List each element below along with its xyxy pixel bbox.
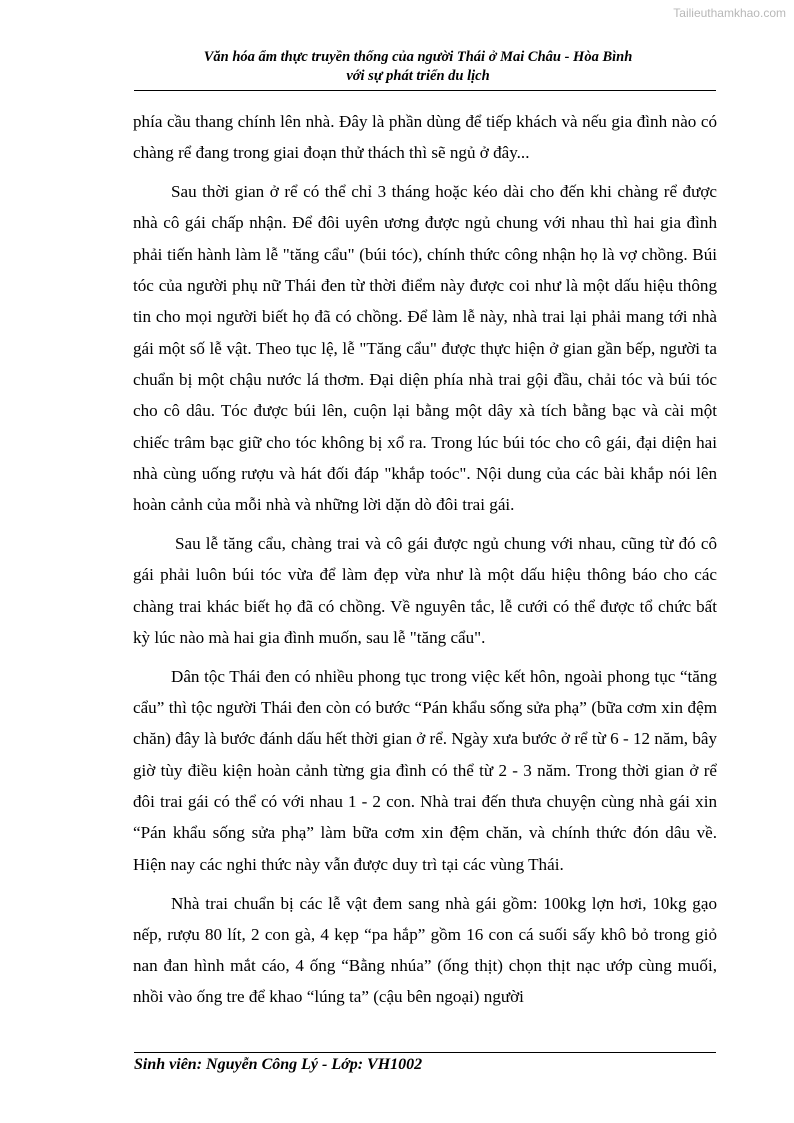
- paragraph-2: Sau thời gian ở rể có thể chỉ 3 tháng hoặc kéo dài cho đến khi chàng rể được nhà cô gái chấp nhận. Để đôi uyên ương được ngủ chung với nhau thì hai gia đình phải tiến hành làm lễ "tăng cẩu" (búi tóc), chính thức công nhận họ là vợ chồng. Búi tóc của người phụ nữ Thái đen từ thời điểm này được coi như là một dấu hiệu thông tin cho mọi người biết họ đã có chồng. Để làm lễ này, nhà trai lại phải mang tới nhà gái một số lễ vật. Theo tục lệ, lễ "Tăng cẩu" được thực hiện ở gian gần bếp, người ta chuẩn bị một chậu nước lá thơm. Đại diện phía nhà trai gội đầu, chải tóc và búi tóc cho cô dâu. Tóc được búi lên, cuộn lại bằng một dây xà tích bằng bạc và cài một chiếc trâm bạc giữ cho tóc không bị xổ ra. Trong lúc búi tóc cho cô gái, đại diện hai nhà cùng uống rượu và hát đối đáp "khắp toóc". Nội dung của các bài khắp nói lên hoàn cảnh của mỗi nhà và những lời dặn dò đôi trai gái.: [133, 182, 717, 515]
- page-header: [120, 48, 716, 86]
- header-title-line-2: với sự phát triển du lịch: [346, 68, 490, 84]
- footer-divider: [134, 1052, 716, 1053]
- paragraph-5: Nhà trai chuẩn bị các lễ vật đem sang nhà gái gồm: 100kg lợn hơi, 10kg gạo nếp, rượu 80 lít, 2 con gà, 4 kẹp “pa hắp” gồm 16 con cá suối sấy khô bỏ trong giỏ nan đan hình mắt cáo, 4 ống “Bằng nhúa” (ống thịt) chọn thịt nạc ướp cùng muối, nhồi vào ống tre để khao “lúng ta” (cậu bên ngoại) người: [133, 893, 717, 1007]
- header-divider: [134, 90, 716, 91]
- body-text: [133, 106, 717, 1020]
- page-footer: Sinh viên: Nguyễn Công Lý - Lớp: VH1002: [134, 1056, 423, 1073]
- watermark: Tailieuthamkhao.com: [673, 6, 786, 20]
- paragraph-3: Sau lễ tăng cẩu, chàng trai và cô gái được ngủ chung với nhau, cũng từ đó cô gái phải luôn búi tóc vừa để làm đẹp vừa như là một dấu hiệu thông báo cho các chàng trai khác biết họ đã có chồng. Về nguyên tắc, lễ cưới có thể được tổ chức bất kỳ lúc nào mà hai gia đình muốn, sau lễ "tăng cẩu".: [133, 534, 717, 647]
- paragraph-4: Dân tộc Thái đen có nhiều phong tục trong việc kết hôn, ngoài phong tục “tăng cẩu” thì tộc người Thái đen còn có bước “Pán khẩu sống sửa phạ” (bữa cơm xin đệm chăn) đây là bước đánh dấu hết thời gian ở rể. Ngày xưa bước ở rể từ 6 - 12 năm, bây giờ tùy điều kiện hoàn cảnh từng gia đình có thể từ 2 - 3 năm. Trong thời gian ở rể đôi trai gái có thể có với nhau 1 - 2 con. Nhà trai đến thưa chuyện cùng nhà gái xin “Pán khẩu sống sửa phạ” làm bữa cơm xin đệm chăn, và chính thức đón dâu về. Hiện nay các nghi thức này vẫn được duy trì tại các vùng Thái.: [133, 666, 717, 874]
- header-title-line-1: Văn hóa ẩm thực truyền thống của người Thái ở Mai Châu - Hòa Bình: [203, 49, 633, 65]
- paragraph-1: phía cầu thang chính lên nhà. Đây là phần dùng để tiếp khách và nếu gia đình nào có chàng rể đang trong giai đoạn thử thách thì sẽ ngủ ở đây...: [133, 112, 717, 163]
